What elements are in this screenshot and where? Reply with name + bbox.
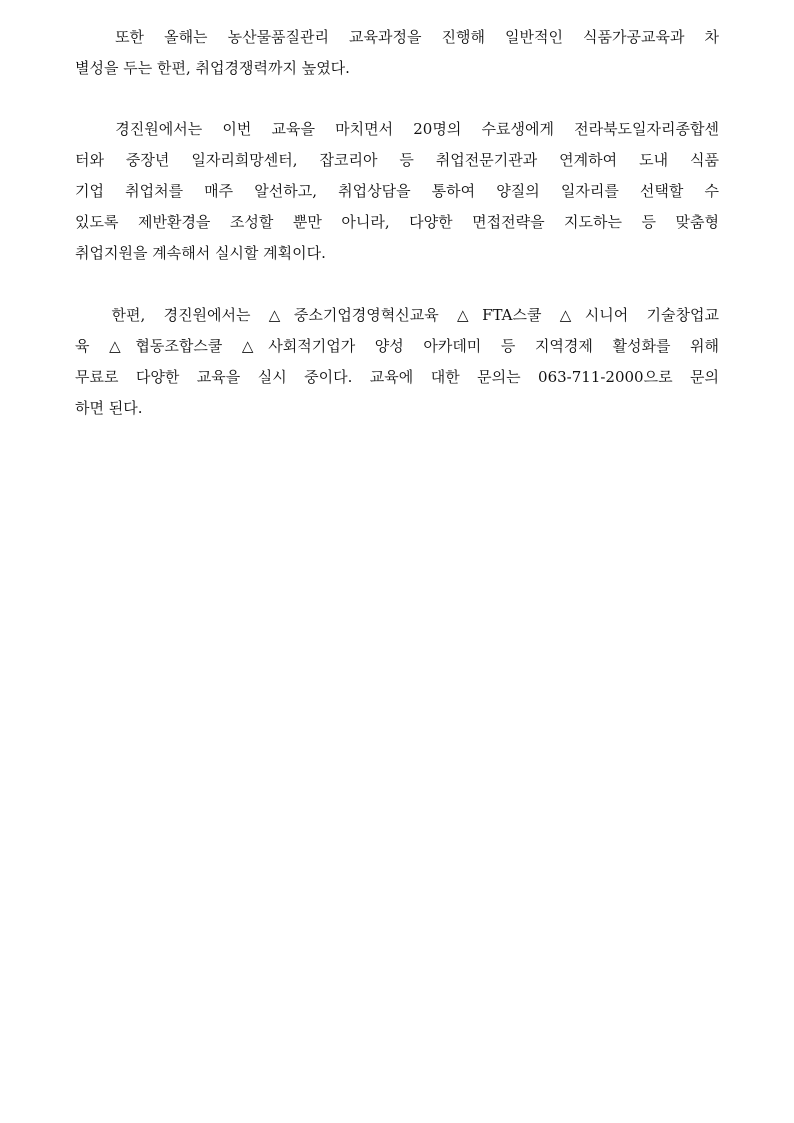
paragraph-line: 무료로 다양한 교육을 실시 중이다. 교육에 대한 문의는 063-711-2000으로 문의 — [75, 368, 719, 386]
paragraph-line: 경진원에서는 이번 교육을 마치면서 20명의 수료생에게 전라북도일자리종합센 — [75, 120, 719, 138]
paragraph-other-programs — [75, 300, 719, 424]
paragraph-line: 있도록 제반환경을 조성할 뿐만 아니라, 다양한 면접전략을 지도하는 등 맞춤형 — [75, 213, 719, 231]
paragraph-employment-support — [75, 114, 719, 269]
paragraph-line: 기업 취업처를 매주 알선하고, 취업상담을 통하여 양질의 일자리를 선택할 수 — [75, 182, 719, 200]
paragraph-food-processing-course — [75, 22, 719, 84]
paragraph-line: 또한 올해는 농산물품질관리 교육과정을 진행해 일반적인 식품가공교육과 차 — [75, 28, 719, 46]
paragraph-line: 하면 된다. — [75, 399, 143, 417]
paragraph-line: 취업지원을 계속해서 실시할 계획이다. — [75, 244, 326, 262]
paragraph-line: 한편, 경진원에서는 △중소기업경영혁신교육 △FTA스쿨 △시니어 기술창업교 — [75, 306, 719, 324]
paragraph-line: 별성을 두는 한편, 취업경쟁력까지 높였다. — [75, 59, 350, 77]
paragraph-line: 육 △협동조합스쿨 △사회적기업가 양성 아카데미 등 지역경제 활성화를 위해 — [75, 337, 719, 355]
paragraph-line: 터와 중장년 일자리희망센터, 잡코리아 등 취업전문기관과 연계하여 도내 식품 — [75, 151, 719, 169]
